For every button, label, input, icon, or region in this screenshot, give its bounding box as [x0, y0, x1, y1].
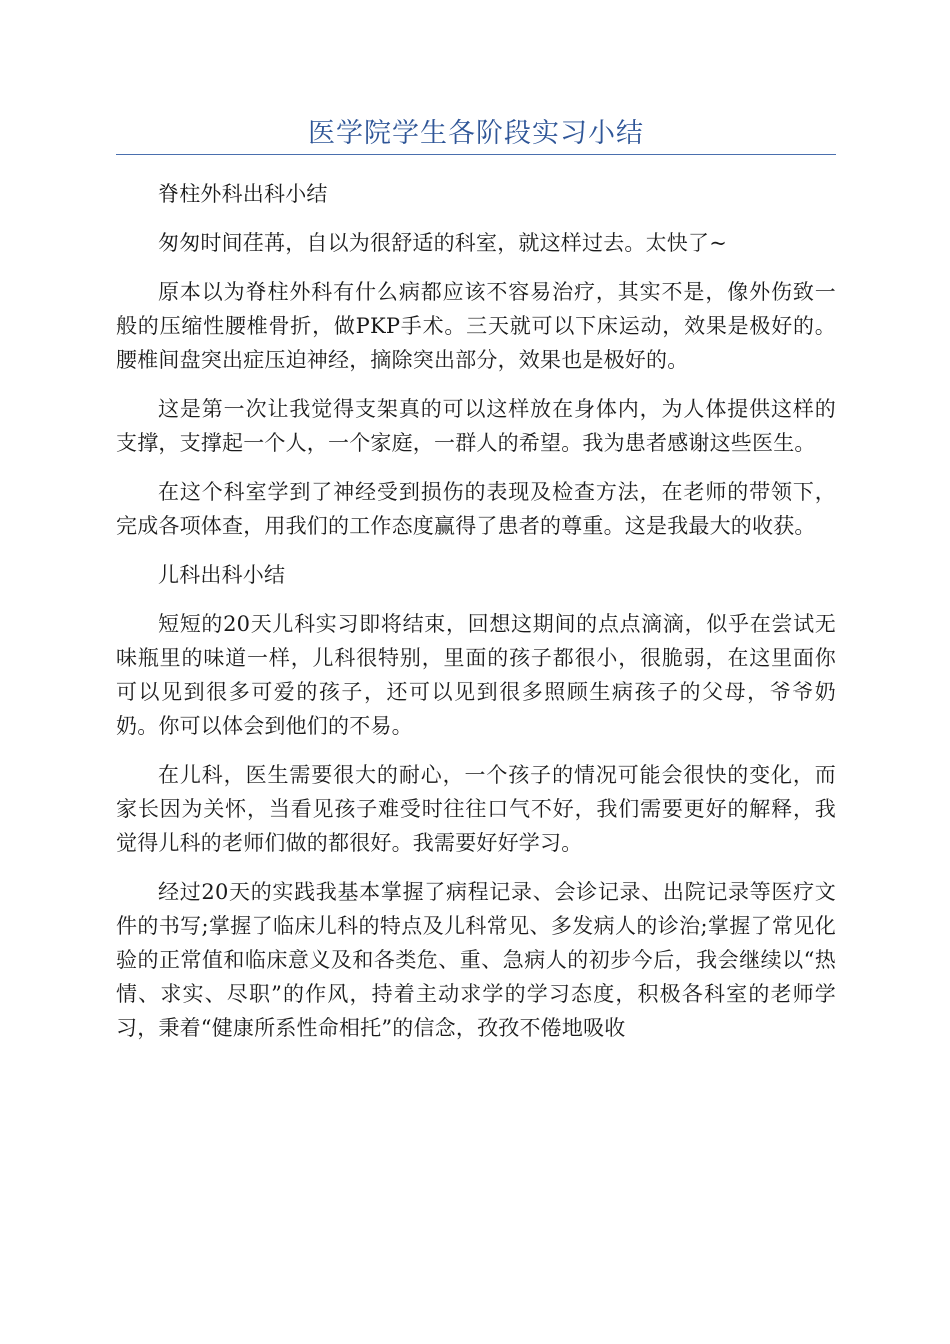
paragraph: 在这个科室学到了神经受到损伤的表现及检查方法，在老师的带领下，完成各项体查，用我们的工作态度赢得了患者的尊重。这是我最大的收获。	[116, 480, 836, 538]
section-heading-spine: 脊柱外科出科小结	[158, 182, 328, 206]
paragraph: 在儿科，医生需要很大的耐心，一个孩子的情况可能会很快的变化，而家长因为关怀，当看见孩子难受时往往口气不好，我们需要更好的解释，我觉得儿科的老师们做的都很好。我需要好好学习。	[116, 763, 836, 855]
document-page	[116, 0, 836, 1060]
paragraph: 短短的20天儿科实习即将结束，回想这期间的点点滴滴，似乎在尝试无味瓶里的味道一样，儿科很特别，里面的孩子都很小，很脆弱，在这里面你可以见到很多可爱的孩子，还可以见到很多照顾生病孩子的父母，爷爷奶奶。你可以体会到他们的不易。	[116, 612, 836, 738]
document-title: 医学院学生各阶段实习小结	[308, 118, 644, 149]
paragraph: 这是第一次让我觉得支架真的可以这样放在身体内，为人体提供这样的支撑，支撑起一个人，一个家庭，一群人的希望。我为患者感谢这些医生。	[116, 397, 836, 455]
paragraph: 匆匆时间荏苒，自以为很舒适的科室，就这样过去。太快了~	[158, 231, 727, 255]
paragraph: 原本以为脊柱外科有什么病都应该不容易治疗，其实不是，像外伤致一般的压缩性腰椎骨折，做PKP手术。三天就可以下床运动，效果是极好的。腰椎间盘突出症压迫神经，摘除突出部分，效果也是极好的。	[116, 280, 836, 372]
document-body	[116, 177, 836, 1045]
paragraph: 经过20天的实践我基本掌握了病程记录、会诊记录、出院记录等医疗文件的书写;掌握了临床儿科的特点及儿科常见、多发病人的诊治;掌握了常见化验的正常值和临床意义及和各类危、重、急病人的初步今后，我会继续以“热情、求实、尽职”的作风，持着主动求学的学习态度，积极各科室的老师学习，秉着“健康所系性命相托”的信念，孜孜不倦地吸收	[116, 880, 836, 1040]
section-heading-pediatrics: 儿科出科小结	[158, 563, 286, 587]
title-underline	[116, 154, 836, 155]
